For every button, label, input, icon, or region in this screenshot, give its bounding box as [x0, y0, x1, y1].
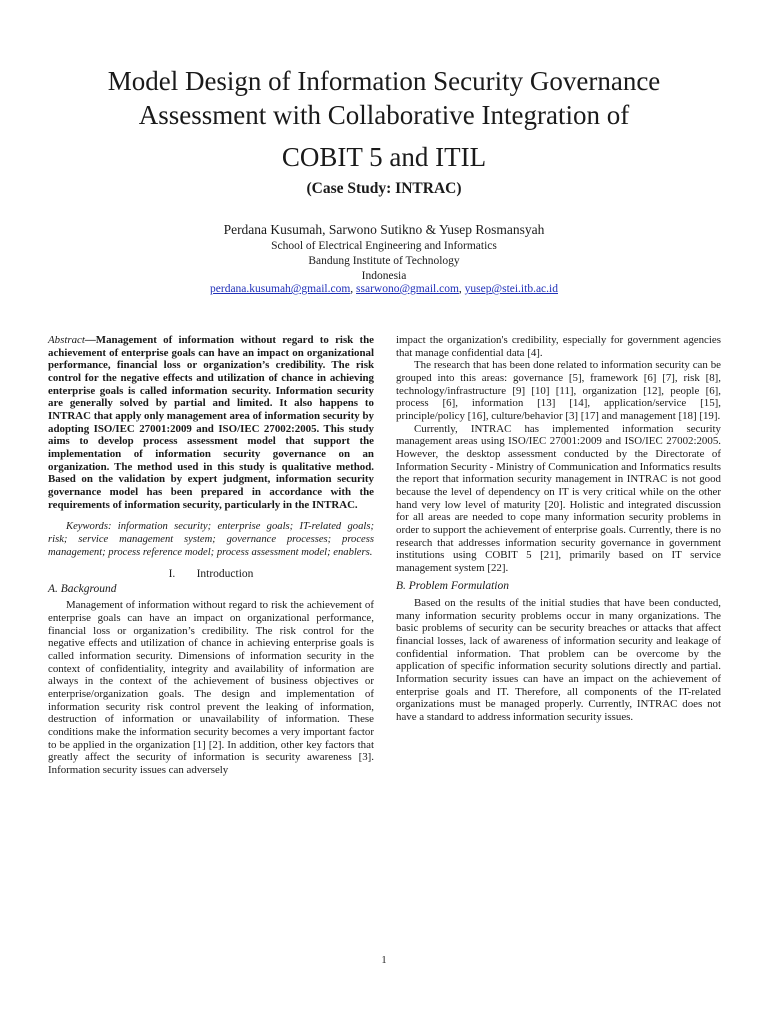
- keywords: Keywords: information security; enterprise goals; IT-related goals; risk; service management system; governance processes; process management; process reference model; process assessment model; enablers.: [48, 521, 374, 558]
- section-heading-introduction: [48, 568, 374, 581]
- abstract-label: Abstract: [48, 334, 85, 346]
- title-line-3: COBIT 5 and ITIL: [281, 142, 487, 172]
- author-emails: [0, 283, 768, 295]
- title-line-1: Model Design of Information Security Governance: [107, 66, 661, 96]
- abstract: [48, 334, 374, 511]
- right-column: [396, 334, 721, 724]
- page-number: 1: [381, 955, 387, 966]
- title-line-2: Assessment with Collaborative Integration of: [138, 100, 630, 130]
- section-title: Introduction: [196, 568, 254, 581]
- email-link-1[interactable]: perdana.kusumah@gmail.com: [210, 283, 351, 295]
- subsection-heading-background: A. Background: [48, 582, 117, 595]
- affiliation-institute: Bandung Institute of Technology: [308, 254, 460, 267]
- email-link-2[interactable]: ssarwono@gmail.com: [356, 283, 459, 295]
- left-column: [48, 334, 374, 777]
- email-link-3[interactable]: yusep@stei.itb.ac.id: [464, 283, 558, 295]
- background-paragraph: Management of information without regard to risk the achievement of enterprise goals can have an impact on organizational performance, financial loss or organization’s credibility. The risk control for the negative effects and utilization of chance in achieving enterprise goals is called information security. Dimensions of information security in the context of confidentiality, integrity and availability of information are always in the context of the achievement of business objectives or enterprise/organization goals. The design and implementation of information security risk control prevent the leaking of information, destruction of information or unavailability of information. These conditions make the information security becomes a very important factor to be applied in the organization [1] [2]. In addition, other key factors that greatly affect the security of information is security awareness [3]. Information security issues can adversely: [48, 599, 374, 776]
- intrac-paragraph: Currently, INTRAC has implemented information security management areas using ISO/IEC 27001:2009 and ISO/IEC 27002:2005. However, the desktop assessment conducted by the Directorate of Information Security - Ministry of Communication and Informatics results the report that information security management in INTRAC is not good because the level of dependency on IT is very critical while on the other hand very low level of maturity [20]. Holistic and integrated discussion for all areas are needed to cope many information security problems in order to support the achievement of enterprise goals. Currently, there is no research that addresses information security governance in government institutions using COBIT 5 [21], primarily based on IT service management system [22].: [396, 422, 721, 574]
- abstract-text: —Management of information without regard to risk the achievement of enterprise goals can have an impact on organizational performance, financial loss or organization’s credibility. The risk control for the negative effects and utilization of chance in achieving enterprise goals is called information security. Information security are generally solved by partial and limited. It also happens to INTRAC that apply only management area of information security by adopting ISO/IEC 27001:2009 and ISO/IEC 27002:2005. This study aims to develop process assessment model that support the implementation of information security governance on an organization. The method used in this study is qualitative method. Based on the validation by expert judgment, information security governance model has been prepared in accordance with the requirements of information security, particularly in the INTRAC.: [48, 334, 374, 511]
- paper-title: [30, 64, 738, 174]
- affiliation-country: Indonesia: [361, 269, 407, 282]
- continuation-paragraph: impact the organization's credibility, especially for government agencies that manage confidential data [4].: [396, 334, 721, 359]
- problem-formulation-paragraph: Based on the results of the initial studies that have been conducted, many information security problems occur in many organizations. The basic problems of security can be security breaches or attacks that affect financial losses, lack of awareness of information security and leakage of confidential information. That problem can be overcome by the application of specific information security solutions directly and partial. Information security issues can have an impact on the achievement of enterprise goals and IT. Therefore, all components of the IT-related organizations must be managed properly. Currently, INTRAC does not have a standard to address information security issues.: [396, 597, 721, 724]
- subsection-heading-problem-formulation: B. Problem Formulation: [396, 580, 509, 593]
- email-separator: ,: [458, 283, 465, 295]
- author-list: Perdana Kusumah, Sarwono Sutikno & Yusep Rosmansyah: [223, 222, 545, 237]
- research-areas-paragraph: The research that has been done related to information security can be grouped into this areas: governance [5], framework [6] [7], risk [8], technology/infrastructure [9] [10] [11], organization [12], people [6], process [6], information [13] [14], application/service [15], principle/policy [16], culture/behavior [3] [17] and management [18] [19].: [396, 359, 721, 422]
- affiliation-school: School of Electrical Engineering and Informatics: [271, 240, 497, 252]
- affiliation-block: [0, 239, 768, 283]
- email-separator: ,: [350, 283, 357, 295]
- section-number: I.: [168, 568, 176, 581]
- paper-subtitle: (Case Study: INTRAC): [306, 180, 462, 197]
